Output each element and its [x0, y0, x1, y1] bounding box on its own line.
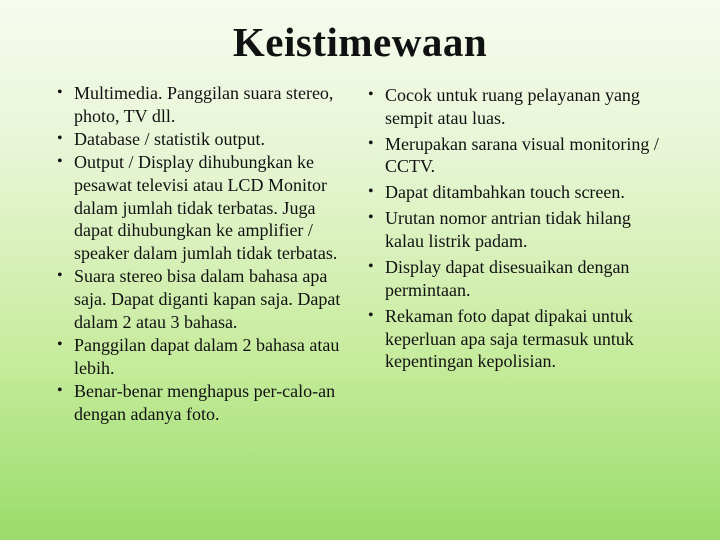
list-item: [56, 380, 356, 425]
list-item: [56, 82, 356, 127]
bullet-icon: •: [368, 183, 374, 201]
list-item-text: Merupakan sarana visual monitoring / CCTV.: [385, 133, 659, 177]
list-item: [367, 256, 672, 301]
list-item: [56, 151, 356, 265]
bullet-icon: •: [57, 153, 63, 171]
list-item-text: Benar-benar menghapus per-calo-an dengan adanya foto.: [74, 381, 336, 424]
bullet-icon: •: [57, 267, 63, 285]
list-item: [56, 334, 356, 379]
list-item-text: Rekaman foto dapat dipakai untuk keperluan apa saja termasuk untuk kepentingan kepolisian.: [385, 305, 634, 372]
list-item: [367, 181, 672, 204]
list-item: [367, 305, 672, 373]
bullet-icon: •: [368, 258, 374, 276]
list-item-text: Cocok untuk ruang pelayanan yang sempit atau luas.: [385, 85, 640, 128]
bullet-icon: •: [368, 86, 374, 103]
list-item-text: Dapat ditambahkan touch screen.: [385, 182, 625, 203]
bullet-icon: •: [57, 382, 63, 400]
bullet-icon: •: [57, 84, 63, 101]
left-bullet-list: [56, 82, 356, 426]
list-item-text: Display dapat disesuaikan dengan permintaan.: [385, 257, 630, 300]
list-item: [367, 84, 672, 129]
list-item: [56, 265, 356, 333]
bullet-icon: •: [57, 336, 63, 354]
bullet-icon: •: [368, 134, 374, 152]
list-item-text: Suara stereo bisa dalam bahasa apa saja. Dapat diganti kapan saja. Dapat dalam 2 atau 3 bahasa.: [74, 266, 341, 332]
bullet-icon: •: [368, 306, 374, 324]
list-item: [367, 207, 672, 252]
slide-title: Keistimewaan: [232, 19, 488, 65]
list-item-text: Urutan nomor antrian tidak hilang kalau listrik padam.: [385, 208, 631, 252]
list-item-text: Database / statistik output.: [74, 129, 265, 149]
bullet-icon: •: [368, 209, 374, 227]
bullet-icon: •: [57, 130, 63, 147]
list-item-text: Panggilan dapat dalam 2 bahasa atau lebih.: [74, 335, 340, 378]
list-item: [56, 128, 356, 151]
list-item: [367, 133, 672, 178]
list-item-text: Multimedia. Panggilan suara stereo, photo, TV dll.: [74, 83, 334, 126]
list-item-text: Output / Display dihubungkan ke pesawat televisi atau LCD Monitor dalam jumlah tidak terbatas. Juga dapat dihubungkan ke amplifier / speaker dalam jumlah tidak terbatas.: [74, 152, 338, 264]
right-bullet-list: [367, 84, 672, 376]
